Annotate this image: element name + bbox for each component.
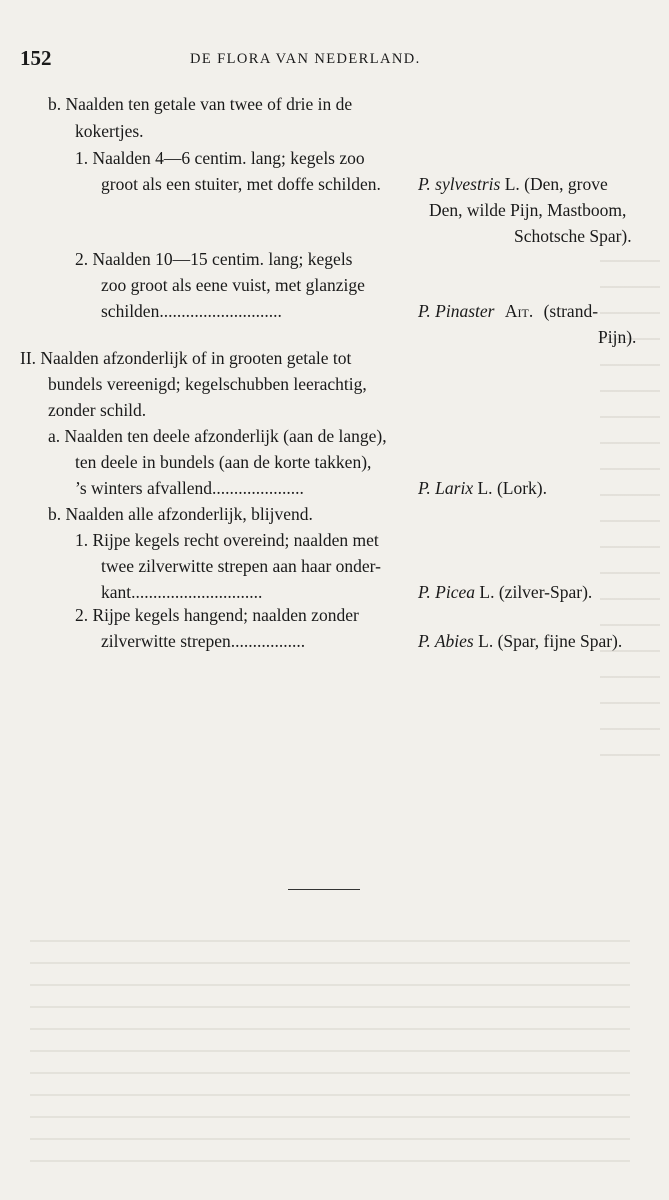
item1-taxon: P. sylvestris <box>418 174 501 194</box>
running-title: DE FLORA VAN NEDERLAND. <box>190 51 421 67</box>
sub-a-line2: ten deele in bundels (aan de korte takken), <box>75 452 372 472</box>
sub-a-taxon: P. Larix <box>418 478 474 498</box>
item2-line2: zoo groot als eene vuist, met glanzige <box>101 275 365 295</box>
sub-b2-author: L. <box>478 631 494 651</box>
item1-common2: Den, wilde Pijn, Mastboom, <box>429 200 627 220</box>
show-through-decoration-lower <box>30 940 630 1170</box>
sub-a-author: L. <box>477 478 493 498</box>
sub-b1-line3: kant.............................. <box>101 582 263 602</box>
item2-line3: schilden............................ <box>101 301 282 321</box>
item2-taxon-line <box>418 303 598 321</box>
item1-common1: (Den, grove <box>524 174 608 194</box>
sub-b2-common: (Spar, fijne Spar). <box>497 631 623 651</box>
sub-b1-line1: 1. Rijpe kegels recht overeind; naalden met <box>75 530 379 550</box>
sub-b1-common: (zilver-Spar). <box>498 582 593 602</box>
item1-taxon-line <box>418 176 608 194</box>
section-II-line1: II. Naalden afzonderlijk of in grooten getale tot <box>20 348 352 368</box>
item2-taxon: P. Pinaster <box>418 301 495 321</box>
item1-line2: groot als een stuiter, met doffe schilden. <box>101 174 381 194</box>
key-b-line2: kokertjes. <box>75 121 144 141</box>
item1-author: L. <box>504 174 520 194</box>
sub-a-taxon-line <box>418 480 547 498</box>
sub-b1-author: L. <box>479 582 495 602</box>
section-end-rule <box>288 889 360 890</box>
item2-common2: Pijn). <box>598 327 637 347</box>
section-II-line3: zonder schild. <box>48 400 147 420</box>
sub-b2-line1: 2. Rijpe kegels hangend; naalden zonder <box>75 605 359 625</box>
item2-common1: (strand- <box>543 301 599 321</box>
item2-line1: 2. Naalden 10—15 centim. lang; kegels <box>75 249 353 269</box>
sub-a-line1: a. Naalden ten deele afzonderlijk (aan de lange), <box>48 426 387 446</box>
sub-b1-line2: twee zilverwitte strepen aan haar onder- <box>101 556 381 576</box>
sub-b1-taxon: P. Picea <box>418 582 476 602</box>
item1-common3: Schotsche Spar). <box>514 226 632 246</box>
sub-b2-taxon: P. Abies <box>418 631 474 651</box>
sub-a-line3: ’s winters afvallend..................... <box>75 478 304 498</box>
sub-a-common: (Lork). <box>496 478 547 498</box>
item1-line1: 1. Naalden 4—6 centim. lang; kegels zoo <box>75 148 365 168</box>
sub-b2-line2: zilverwitte strepen................. <box>101 631 306 651</box>
sub-b-line1: b. Naalden alle afzonderlijk, blijvend. <box>48 504 313 524</box>
item2-author: Ait. <box>504 301 534 321</box>
sub-b1-taxon-line <box>418 584 592 602</box>
section-II-line2: bundels vereenigd; kegelschubben leerachtig, <box>48 374 367 394</box>
sub-b2-taxon-line <box>418 633 622 651</box>
page-number: 152 <box>20 46 52 70</box>
key-b-line1: b. Naalden ten getale van twee of drie in de <box>48 94 353 114</box>
